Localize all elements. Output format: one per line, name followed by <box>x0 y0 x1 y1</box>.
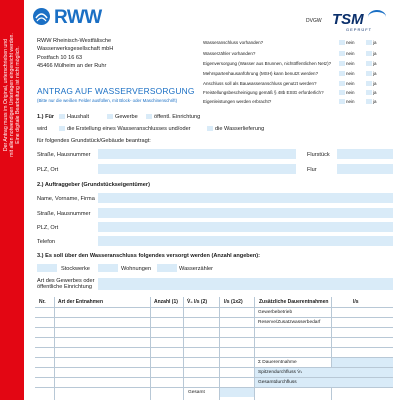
address-line-2: Wasserwerksgesellschaft mbH <box>37 46 114 52</box>
cert-sub: GEPRÜFT <box>346 27 373 32</box>
phone-field[interactable] <box>98 236 393 246</box>
plot-label: für folgendes Grundstück/Gebäude beantragt: <box>37 138 151 144</box>
grid-line <box>35 307 393 308</box>
sidebar-line-3: Eine digitale Bearbeitung ist nicht möglich. <box>15 46 21 144</box>
yes-label: ja <box>373 71 377 76</box>
logo-text: RWW <box>54 7 102 28</box>
col-ls12: l/s (1x2) <box>224 299 243 305</box>
grid-line <box>150 297 151 400</box>
no-checkbox[interactable] <box>339 40 345 45</box>
yes-label: ja <box>373 51 377 56</box>
flurstueck-field[interactable] <box>337 149 393 159</box>
flur-label: Flur <box>307 167 317 173</box>
yes-label: ja <box>373 90 377 95</box>
no-label: nein <box>346 40 355 45</box>
row-gesamt: Gesamt <box>188 390 205 395</box>
row-reserve: Reserve/Zusatzwasserbedarf <box>258 320 321 325</box>
sidebar-notice <box>3 33 21 157</box>
check-label: Anschluss soll als Bauwasseranschluss genutzt werden? <box>203 81 317 86</box>
yes-checkbox[interactable] <box>366 99 372 104</box>
street-label: Straße, Hausnummer <box>37 152 91 158</box>
section3-label: 3.) Es soll über den Wasseranschluss folgendes versorgt werden (Anzahl angeben): <box>37 253 260 259</box>
col-ls: l/s <box>353 299 359 305</box>
sidebar-line-2: mit allen notwendigen Unterlagen eingereicht werden. <box>9 33 15 157</box>
no-checkbox[interactable] <box>339 61 345 66</box>
yes-label: ja <box>373 81 377 86</box>
no-label: nein <box>346 71 355 76</box>
gewerbe-label: Gewerbe <box>115 114 138 120</box>
no-label: nein <box>346 99 355 104</box>
oeffentl-checkbox[interactable] <box>146 114 152 119</box>
no-checkbox[interactable] <box>339 81 345 86</box>
tsm-cert-logo <box>306 10 388 36</box>
haushalt-checkbox[interactable] <box>59 114 65 119</box>
grid-line <box>35 387 393 388</box>
check-label: Eigenleistungen werden erbracht? <box>203 99 272 104</box>
check-row <box>203 99 393 108</box>
check-label: Mehrspartenhausanführung (MSH) kann benutzt werden? <box>203 71 319 76</box>
haushalt-label: Haushalt <box>67 114 90 120</box>
check-label: Eigenversorgung (Wasser aus Brunnen, nichtöffentlichen Netz)? <box>203 61 332 66</box>
wohnungen-field[interactable] <box>98 264 118 272</box>
cert-big: TSM <box>332 11 364 28</box>
grid-line <box>219 297 220 400</box>
col-vo: V̇₀ l/s (2) <box>187 299 208 305</box>
wohnungen-label: Wohnungen <box>121 266 152 272</box>
flurstueck-label: Flurstück <box>307 152 330 158</box>
check-label: Freistellungsbescheinigung gemäß § 48b EStG erforderlich? <box>203 90 324 95</box>
check-label: Wasserzähler vorhanden? <box>203 51 256 56</box>
grid-line <box>35 317 393 318</box>
grid-line <box>35 337 393 338</box>
row-dauerentnahme: Σ Dauerentnahme <box>258 360 297 365</box>
sidebar-line-1: Der Antrag muss im Original, unterschrieben und <box>3 38 9 152</box>
no-checkbox[interactable] <box>339 99 345 104</box>
yes-checkbox[interactable] <box>366 40 372 45</box>
anschluss-label: die Erstellung eines Wasseranschlusses und/oder <box>67 126 191 132</box>
art-label-1: Art des Gewerbes oder <box>37 278 95 284</box>
row-spitzendurchfluss: Spitzendurchfluss V̇ₛ <box>258 370 303 375</box>
grid-line <box>35 327 393 328</box>
red-sidebar <box>0 0 24 400</box>
yes-checkbox[interactable] <box>366 81 372 86</box>
yes-checkbox[interactable] <box>366 51 372 56</box>
address-line-4: 45466 Mülheim an der Ruhr <box>37 63 107 69</box>
logo-circle-icon <box>33 8 50 25</box>
cert-small: DVGW <box>306 18 322 24</box>
consumption-table <box>35 294 393 400</box>
gesamt-cell[interactable] <box>220 388 254 397</box>
owner-plz-field[interactable] <box>98 222 393 232</box>
check-row <box>203 51 393 60</box>
check-row <box>203 81 393 90</box>
stockwerke-field[interactable] <box>37 264 57 272</box>
check-row <box>203 61 393 70</box>
col-zusatz: Zusätzliche Dauerentnahmen <box>259 299 329 305</box>
grid-line <box>183 297 184 400</box>
gewerbe-checkbox[interactable] <box>107 114 113 119</box>
row-gesamtdurchfluss: Gesamtdurchfluss <box>258 380 297 385</box>
plz-label: PLZ, Ort <box>37 167 59 173</box>
check-row <box>203 71 393 80</box>
address-line-1: RWW Rheinisch-Westfälische <box>37 38 112 44</box>
grid-line <box>54 297 55 400</box>
sum-cell[interactable] <box>332 358 393 367</box>
lieferung-checkbox[interactable] <box>207 126 213 131</box>
section1-label: 1.) Für <box>37 114 55 120</box>
name-label: Name, Vorname, Firma <box>37 196 95 202</box>
rww-logo <box>33 6 101 28</box>
no-label: nein <box>346 90 355 95</box>
stockwerke-label: Stockwerke <box>61 266 90 272</box>
col-art: Art der Entnahmen <box>58 299 104 305</box>
check-row <box>203 40 393 49</box>
yes-checkbox[interactable] <box>366 71 372 76</box>
yes-checkbox[interactable] <box>366 90 372 95</box>
yes-label: ja <box>373 40 377 45</box>
no-checkbox[interactable] <box>339 51 345 56</box>
col-nr: Nr. <box>39 299 46 305</box>
form-subtitle: (Bitte nur die weißen Felder ausfüllen, mit Block- oder Maschinenschrift) <box>37 98 178 103</box>
street-field[interactable] <box>98 149 296 159</box>
no-label: nein <box>346 61 355 66</box>
lieferung-label: die Wasserlieferung <box>215 126 265 132</box>
zaehler-field[interactable] <box>157 264 177 272</box>
oeffentl-label: öffentl. Einrichtung <box>154 114 201 120</box>
yes-label: ja <box>373 99 377 104</box>
col-anzahl: Anzahl (1) <box>154 299 178 305</box>
owner-street-field[interactable] <box>98 208 393 218</box>
zaehler-label: Wasserzähler <box>179 266 213 272</box>
anschluss-checkbox[interactable] <box>59 126 65 131</box>
form-title: ANTRAG AUF WASSERVERSORGUNG <box>37 86 195 96</box>
check-label: Wasseranschluss vorhanden? <box>203 40 264 45</box>
plz-field[interactable] <box>98 164 296 174</box>
owner-street-label: Straße, Hausnummer <box>37 211 91 217</box>
no-checkbox[interactable] <box>339 71 345 76</box>
no-label: nein <box>346 51 355 56</box>
art-field[interactable] <box>98 278 393 290</box>
section2-label: 2.) Auftraggeber (Grundstückseigentümer) <box>37 182 150 188</box>
owner-plz-label: PLZ, Ort <box>37 225 59 231</box>
address-line-3: Postfach 10 16 63 <box>37 54 83 61</box>
check-row <box>203 90 393 99</box>
name-field[interactable] <box>98 193 393 203</box>
yes-checkbox[interactable] <box>366 61 372 66</box>
grid-line <box>35 347 393 348</box>
yes-label: ja <box>373 61 377 66</box>
no-label: nein <box>346 81 355 86</box>
flur-field[interactable] <box>337 164 393 174</box>
wird-label: wird <box>37 126 48 132</box>
row-gewerbebetrieb: Gewerbebetrieb <box>258 310 293 315</box>
phone-label: Telefon <box>37 239 56 245</box>
no-checkbox[interactable] <box>339 90 345 95</box>
art-label-2: öffentliche Einrichtung <box>37 284 92 290</box>
swoosh-icon <box>368 10 386 24</box>
